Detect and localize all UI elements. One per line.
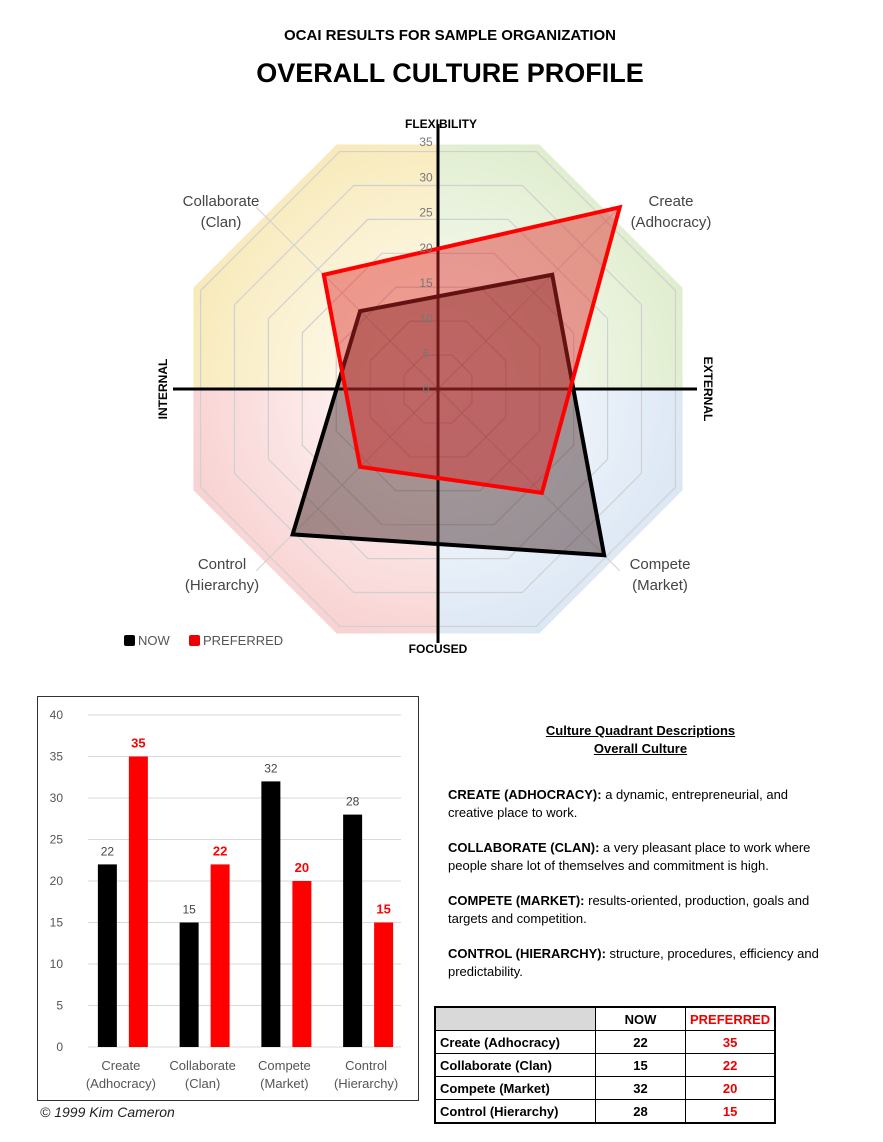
row-preferred-value: 22 xyxy=(686,1054,776,1077)
quadrant-label-compete: Compete xyxy=(629,556,691,573)
descriptions-subheading: Overall Culture xyxy=(593,741,688,756)
legend-now-label: NOW xyxy=(138,633,170,648)
row-preferred-value: 35 xyxy=(686,1031,776,1054)
quadrant-label-compete: (Market) xyxy=(632,577,688,594)
bar-now xyxy=(343,815,362,1047)
description-term: CREATE (ADHOCRACY): xyxy=(448,787,602,802)
row-preferred-value: 20 xyxy=(686,1077,776,1100)
description-control xyxy=(448,945,828,981)
legend-preferred-label: PREFERRED xyxy=(203,633,284,648)
bar-x-tick-label: Control xyxy=(345,1058,388,1073)
description-term: COLLABORATE (CLAN): xyxy=(448,840,600,855)
description-collaborate xyxy=(448,839,828,875)
legend-preferred-swatch xyxy=(189,635,200,646)
bar-preferred xyxy=(211,864,230,1047)
quadrant-label-collaborate: Collaborate xyxy=(182,193,260,210)
radar-tick-label: 0 xyxy=(422,382,430,396)
summary-header-blank xyxy=(435,1007,596,1031)
quadrant-label-control: Control xyxy=(197,556,247,573)
bar-x-tick-label: (Hierarchy) xyxy=(333,1076,399,1091)
bar-y-tick-label: 20 xyxy=(49,874,63,888)
table-row xyxy=(435,1054,775,1077)
radar-tick-label: 5 xyxy=(422,346,430,361)
bar-data-label: 15 xyxy=(376,901,391,917)
bar-data-label: 28 xyxy=(345,794,360,809)
summary-header-preferred: PREFERRED xyxy=(686,1007,776,1031)
row-now-value: 32 xyxy=(596,1077,686,1100)
legend-preferred xyxy=(189,633,283,648)
row-label: Control (Hierarchy) xyxy=(435,1100,596,1124)
legend-now-swatch xyxy=(124,635,135,646)
table-row xyxy=(435,1100,775,1124)
description-create xyxy=(448,786,828,822)
radar-chart xyxy=(0,100,883,660)
bar-data-label: 20 xyxy=(294,860,310,875)
bar-chart-frame xyxy=(37,696,419,1101)
description-term: COMPETE (MARKET): xyxy=(448,893,585,908)
bar-preferred xyxy=(129,757,148,1048)
description-text: structure, procedures, efficiency and predictability. xyxy=(448,946,819,979)
bar-data-label: 22 xyxy=(100,844,115,859)
row-now-value: 28 xyxy=(596,1100,686,1124)
description-term: CONTROL (HIERARCHY): xyxy=(448,946,606,961)
bar-y-tick-label: 25 xyxy=(49,832,63,847)
row-label: Create (Adhocracy) xyxy=(435,1031,596,1054)
bar-x-tick-label: Collaborate xyxy=(169,1058,236,1073)
description-text: a dynamic, entrepreneurial, and creative place to work. xyxy=(448,787,789,820)
summary-header-now: NOW xyxy=(596,1007,686,1031)
bar-x-tick-label: Compete xyxy=(258,1058,311,1073)
copyright: © 1999 Kim Cameron xyxy=(40,1104,175,1120)
page-subtitle: OCAI RESULTS FOR SAMPLE ORGANIZATION xyxy=(284,27,616,44)
radar-tick-label: 35 xyxy=(419,135,433,149)
bar-preferred xyxy=(374,923,393,1048)
table-row xyxy=(435,1031,775,1054)
bar-preferred xyxy=(292,881,311,1047)
row-label: Collaborate (Clan) xyxy=(435,1054,596,1077)
axis-label-external: EXTERNAL xyxy=(701,356,715,422)
row-label: Compete (Market) xyxy=(435,1077,596,1100)
bar-y-tick-label: 15 xyxy=(49,915,63,930)
quadrant-label-control: (Hierarchy) xyxy=(184,577,260,594)
row-now-value: 15 xyxy=(596,1054,686,1077)
description-text: a very pleasant place to work where people share lot of themselves and commitment is high. xyxy=(448,840,811,873)
quadrant-label-create: (Adhocracy) xyxy=(630,214,712,231)
bar-chart xyxy=(38,697,418,1100)
bar-y-tick-label: 0 xyxy=(56,1040,63,1054)
quadrant-label-collaborate: (Clan) xyxy=(200,214,242,231)
summary-header-row xyxy=(435,1007,775,1031)
radar-tick-label: 15 xyxy=(419,276,433,291)
axis-label-focused: FOCUSED xyxy=(408,642,468,656)
bar-y-tick-label: 10 xyxy=(49,957,63,971)
radar-tick-label: 30 xyxy=(419,170,433,185)
bar-data-label: 15 xyxy=(182,902,196,917)
row-now-value: 22 xyxy=(596,1031,686,1054)
bar-x-tick-label: (Adhocracy) xyxy=(85,1076,156,1091)
axis-label-internal: INTERNAL xyxy=(156,358,170,420)
bar-y-tick-label: 5 xyxy=(56,998,63,1013)
bar-now xyxy=(98,864,117,1047)
bar-y-tick-label: 30 xyxy=(49,791,63,805)
page-title: OVERALL CULTURE PROFILE xyxy=(256,58,644,88)
bar-data-label: 22 xyxy=(212,843,228,859)
radar-tick-label: 10 xyxy=(419,311,433,326)
bar-y-tick-label: 40 xyxy=(49,708,63,722)
bar-x-tick-label: Create xyxy=(101,1058,141,1073)
bar-data-label: 32 xyxy=(264,761,278,776)
table-row xyxy=(435,1077,775,1100)
radar-tick-label: 20 xyxy=(419,240,433,255)
legend-now xyxy=(124,633,170,648)
bar-y-tick-label: 35 xyxy=(49,749,63,764)
quadrant-label-create: Create xyxy=(648,193,694,210)
axis-label-flexibility: FLEXIBILITY xyxy=(405,117,477,131)
description-compete xyxy=(448,892,828,928)
description-text: results-oriented, production, goals and targets and competition. xyxy=(448,893,810,926)
bar-x-tick-label: (Clan) xyxy=(184,1076,221,1091)
bar-now xyxy=(261,781,280,1047)
summary-table xyxy=(434,1006,776,1124)
descriptions-heading: Culture Quadrant Descriptions xyxy=(545,723,736,738)
row-preferred-value: 15 xyxy=(686,1100,776,1124)
quadrant-descriptions xyxy=(448,722,828,998)
bar-data-label: 35 xyxy=(131,735,146,751)
bar-now xyxy=(180,923,199,1048)
radar-tick-label: 25 xyxy=(419,205,433,220)
bar-x-tick-label: (Market) xyxy=(260,1076,309,1091)
